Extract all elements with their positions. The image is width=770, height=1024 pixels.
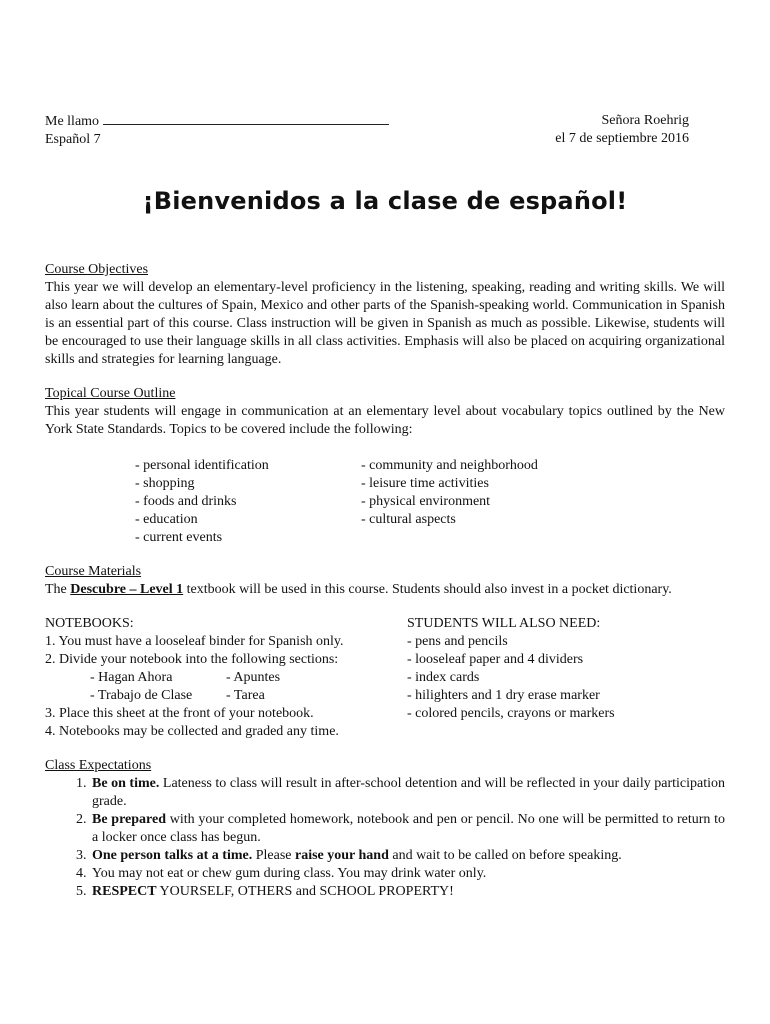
expectation-item — [90, 865, 725, 883]
topic-item: - shopping — [135, 476, 195, 491]
expectation-text: Lateness to class will result in after-school detention and will be reflected in your daily participation grade. — [92, 776, 726, 809]
needs-heading: STUDENTS WILL ALSO NEED: — [407, 616, 601, 631]
needs-item: - index cards — [407, 670, 480, 685]
notebook-section: - Trabajo de Clase — [90, 688, 193, 703]
header-left — [45, 112, 389, 149]
topics-left-column — [135, 457, 361, 547]
materials-section — [45, 563, 725, 599]
materials-text — [45, 581, 725, 599]
notebook-item: 4. Notebooks may be collected and graded any time. — [45, 724, 339, 739]
topic-item: - foods and drinks — [135, 494, 237, 509]
topics-list — [135, 457, 725, 547]
notebook-item: 1. You must have a looseleaf binder for Spanish only. — [45, 634, 344, 649]
notebook-item: 3. Place this sheet at the front of your notebook. — [45, 706, 314, 721]
needs-item: - looseleaf paper and 4 dividers — [407, 652, 584, 667]
topic-item: - physical environment — [361, 494, 491, 509]
notebook-section: - Tarea — [226, 688, 265, 703]
document-date: el 7 de septiembre 2016 — [555, 131, 689, 146]
notebooks-heading: NOTEBOOKS: — [45, 616, 134, 631]
notebook-section: - Apuntes — [226, 670, 281, 685]
notebook-item: 2. Divide your notebook into the following sections: — [45, 652, 339, 667]
notebooks-column — [45, 615, 407, 741]
expectations-section — [45, 757, 725, 901]
expectations-list — [45, 775, 725, 901]
outline-text: This year students will engage in communication at an elementary level about vocabulary topics outlined by the New York State Standards. Topics to be covered include the following: — [45, 404, 725, 437]
expectation-bold: Be prepared — [92, 812, 167, 827]
topic-item: - education — [135, 512, 198, 527]
topic-item: - current events — [135, 530, 223, 545]
name-blank-line — [103, 112, 389, 125]
topic-item: - leisure time activities — [361, 476, 489, 491]
materials-text-pre: The — [45, 582, 71, 597]
topic-item: - community and neighborhood — [361, 458, 538, 473]
expectation-item — [90, 883, 725, 901]
supplies-section — [45, 615, 725, 741]
notebook-sections-row — [45, 669, 407, 687]
notebook-sections-row — [45, 687, 407, 705]
objectives-text: This year we will develop an elementary-level proficiency in the listening, speaking, reading and writing skills. We will also learn about the cultures of Spain, Mexico and other parts of the Spanish-speaking world. Communication in Spanish is an essential part of this course. Class instruction will be given in Spanish as much as possible. Likewise, students will be encouraged to use their language skills in all class activities. Emphasis will also be placed on acquiring organizational skills and strategies for learning language. — [45, 280, 725, 367]
needs-item: - hilighters and 1 dry erase marker — [407, 688, 600, 703]
expectation-item — [90, 811, 725, 847]
page-title: ¡Bienvenidos a la clase de español! — [142, 187, 628, 215]
objectives-heading: Course Objectives — [45, 262, 149, 277]
expectation-item — [90, 847, 725, 865]
expectation-bold: RESPECT — [92, 884, 157, 899]
name-label: Me llamo — [45, 114, 100, 129]
outline-heading: Topical Course Outline — [45, 386, 176, 401]
expectation-text: with your completed homework, notebook and pen or pencil. No one will be permitted to return to a locker once class has begun. — [92, 812, 726, 845]
objectives-section — [45, 261, 725, 369]
materials-heading: Course Materials — [45, 564, 142, 579]
topic-item: - personal identification — [135, 458, 269, 473]
textbook-title: Descubre – Level 1 — [70, 582, 184, 597]
topic-item: - cultural aspects — [361, 512, 456, 527]
expectation-text: YOURSELF, OTHERS and SCHOOL PROPERTY! — [156, 884, 454, 899]
materials-text-post: textbook will be used in this course. Students should also invest in a pocket dictionary. — [183, 582, 672, 597]
needs-item: - colored pencils, crayons or markers — [407, 706, 615, 721]
expectation-text: Please — [252, 848, 295, 863]
header — [45, 112, 725, 149]
notebook-section: - Hagan Ahora — [90, 670, 173, 685]
expectation-bold: Be on time. — [92, 776, 160, 791]
outline-section — [45, 385, 725, 547]
expectation-bold: raise your hand — [294, 848, 389, 863]
expectations-heading: Class Expectations — [45, 758, 152, 773]
document-page — [45, 112, 725, 917]
topics-right-column — [361, 457, 587, 547]
needs-column — [407, 615, 725, 741]
expectation-text: and wait to be called on before speaking. — [388, 848, 622, 863]
course-name: Español 7 — [45, 132, 101, 147]
header-right — [555, 112, 725, 149]
expectation-item — [90, 775, 725, 811]
needs-item: - pens and pencils — [407, 634, 508, 649]
expectation-text: You may not eat or chew gum during class. You may drink water only. — [92, 866, 487, 881]
expectation-bold: One person talks at a time. — [92, 848, 253, 863]
teacher-name: Señora Roehrig — [601, 113, 689, 128]
